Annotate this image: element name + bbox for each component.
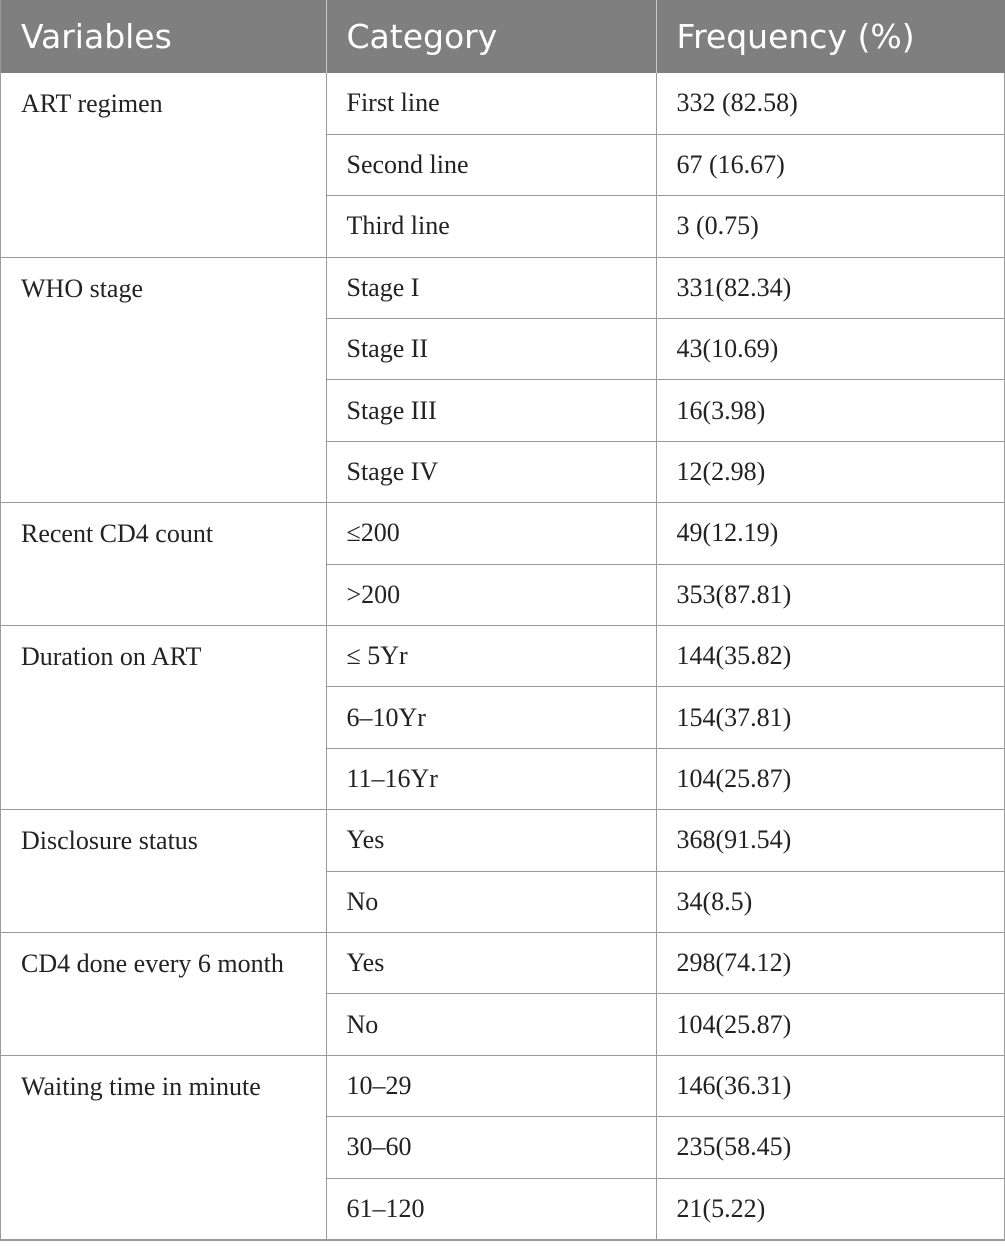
frequency-cell: 298(74.12): [656, 932, 1005, 993]
table-header: [1, 0, 1005, 73]
category-cell: Yes: [326, 810, 656, 871]
table-row: [1, 932, 1005, 993]
frequency-cell: 16(3.98): [656, 380, 1005, 441]
frequency-cell: 3 (0.75): [656, 196, 1005, 257]
variable-cell: Disclosure status: [1, 810, 326, 933]
frequency-cell: 67 (16.67): [656, 134, 1005, 195]
frequency-cell: 235(58.45): [656, 1117, 1005, 1178]
category-cell: Stage III: [326, 380, 656, 441]
table-row: [1, 73, 1005, 134]
category-cell: No: [326, 994, 656, 1055]
category-cell: ≤200: [326, 503, 656, 564]
frequency-cell: 104(25.87): [656, 994, 1005, 1055]
frequency-table: [1, 0, 1005, 1240]
category-cell: No: [326, 871, 656, 932]
frequency-cell: 154(37.81): [656, 687, 1005, 748]
category-cell: ≤ 5Yr: [326, 626, 656, 687]
frequency-cell: 104(25.87): [656, 748, 1005, 809]
category-cell: Stage II: [326, 319, 656, 380]
frequency-cell: 12(2.98): [656, 441, 1005, 502]
frequency-cell: 353(87.81): [656, 564, 1005, 625]
frequency-cell: 43(10.69): [656, 319, 1005, 380]
category-cell: 11–16Yr: [326, 748, 656, 809]
frequency-cell: 49(12.19): [656, 503, 1005, 564]
category-cell: >200: [326, 564, 656, 625]
category-cell: Second line: [326, 134, 656, 195]
frequency-cell: 332 (82.58): [656, 73, 1005, 134]
table-row: [1, 626, 1005, 687]
category-cell: 61–120: [326, 1178, 656, 1239]
variable-cell: Waiting time in minute: [1, 1055, 326, 1239]
table-row: [1, 257, 1005, 318]
frequency-cell: 146(36.31): [656, 1055, 1005, 1116]
category-cell: 30–60: [326, 1117, 656, 1178]
frequency-cell: 368(91.54): [656, 810, 1005, 871]
category-cell: Stage I: [326, 257, 656, 318]
category-cell: Third line: [326, 196, 656, 257]
table-body: [1, 73, 1005, 1239]
category-cell: 10–29: [326, 1055, 656, 1116]
frequency-cell: 331(82.34): [656, 257, 1005, 318]
header-category: Category: [326, 0, 656, 73]
category-cell: Stage IV: [326, 441, 656, 502]
category-cell: First line: [326, 73, 656, 134]
variable-cell: Duration on ART: [1, 626, 326, 810]
header-variables: Variables: [1, 0, 326, 73]
table-row: [1, 503, 1005, 564]
variable-cell: CD4 done every 6 month: [1, 932, 326, 1055]
variable-cell: Recent CD4 count: [1, 503, 326, 626]
variable-cell: ART regimen: [1, 73, 326, 257]
category-cell: Yes: [326, 932, 656, 993]
category-cell: 6–10Yr: [326, 687, 656, 748]
frequency-cell: 34(8.5): [656, 871, 1005, 932]
table-row: [1, 1055, 1005, 1116]
header-row: [1, 0, 1005, 73]
frequency-cell: 144(35.82): [656, 626, 1005, 687]
header-frequency: Frequency (%): [656, 0, 1005, 73]
variable-cell: WHO stage: [1, 257, 326, 503]
table-row: [1, 810, 1005, 871]
frequency-cell: 21(5.22): [656, 1178, 1005, 1239]
